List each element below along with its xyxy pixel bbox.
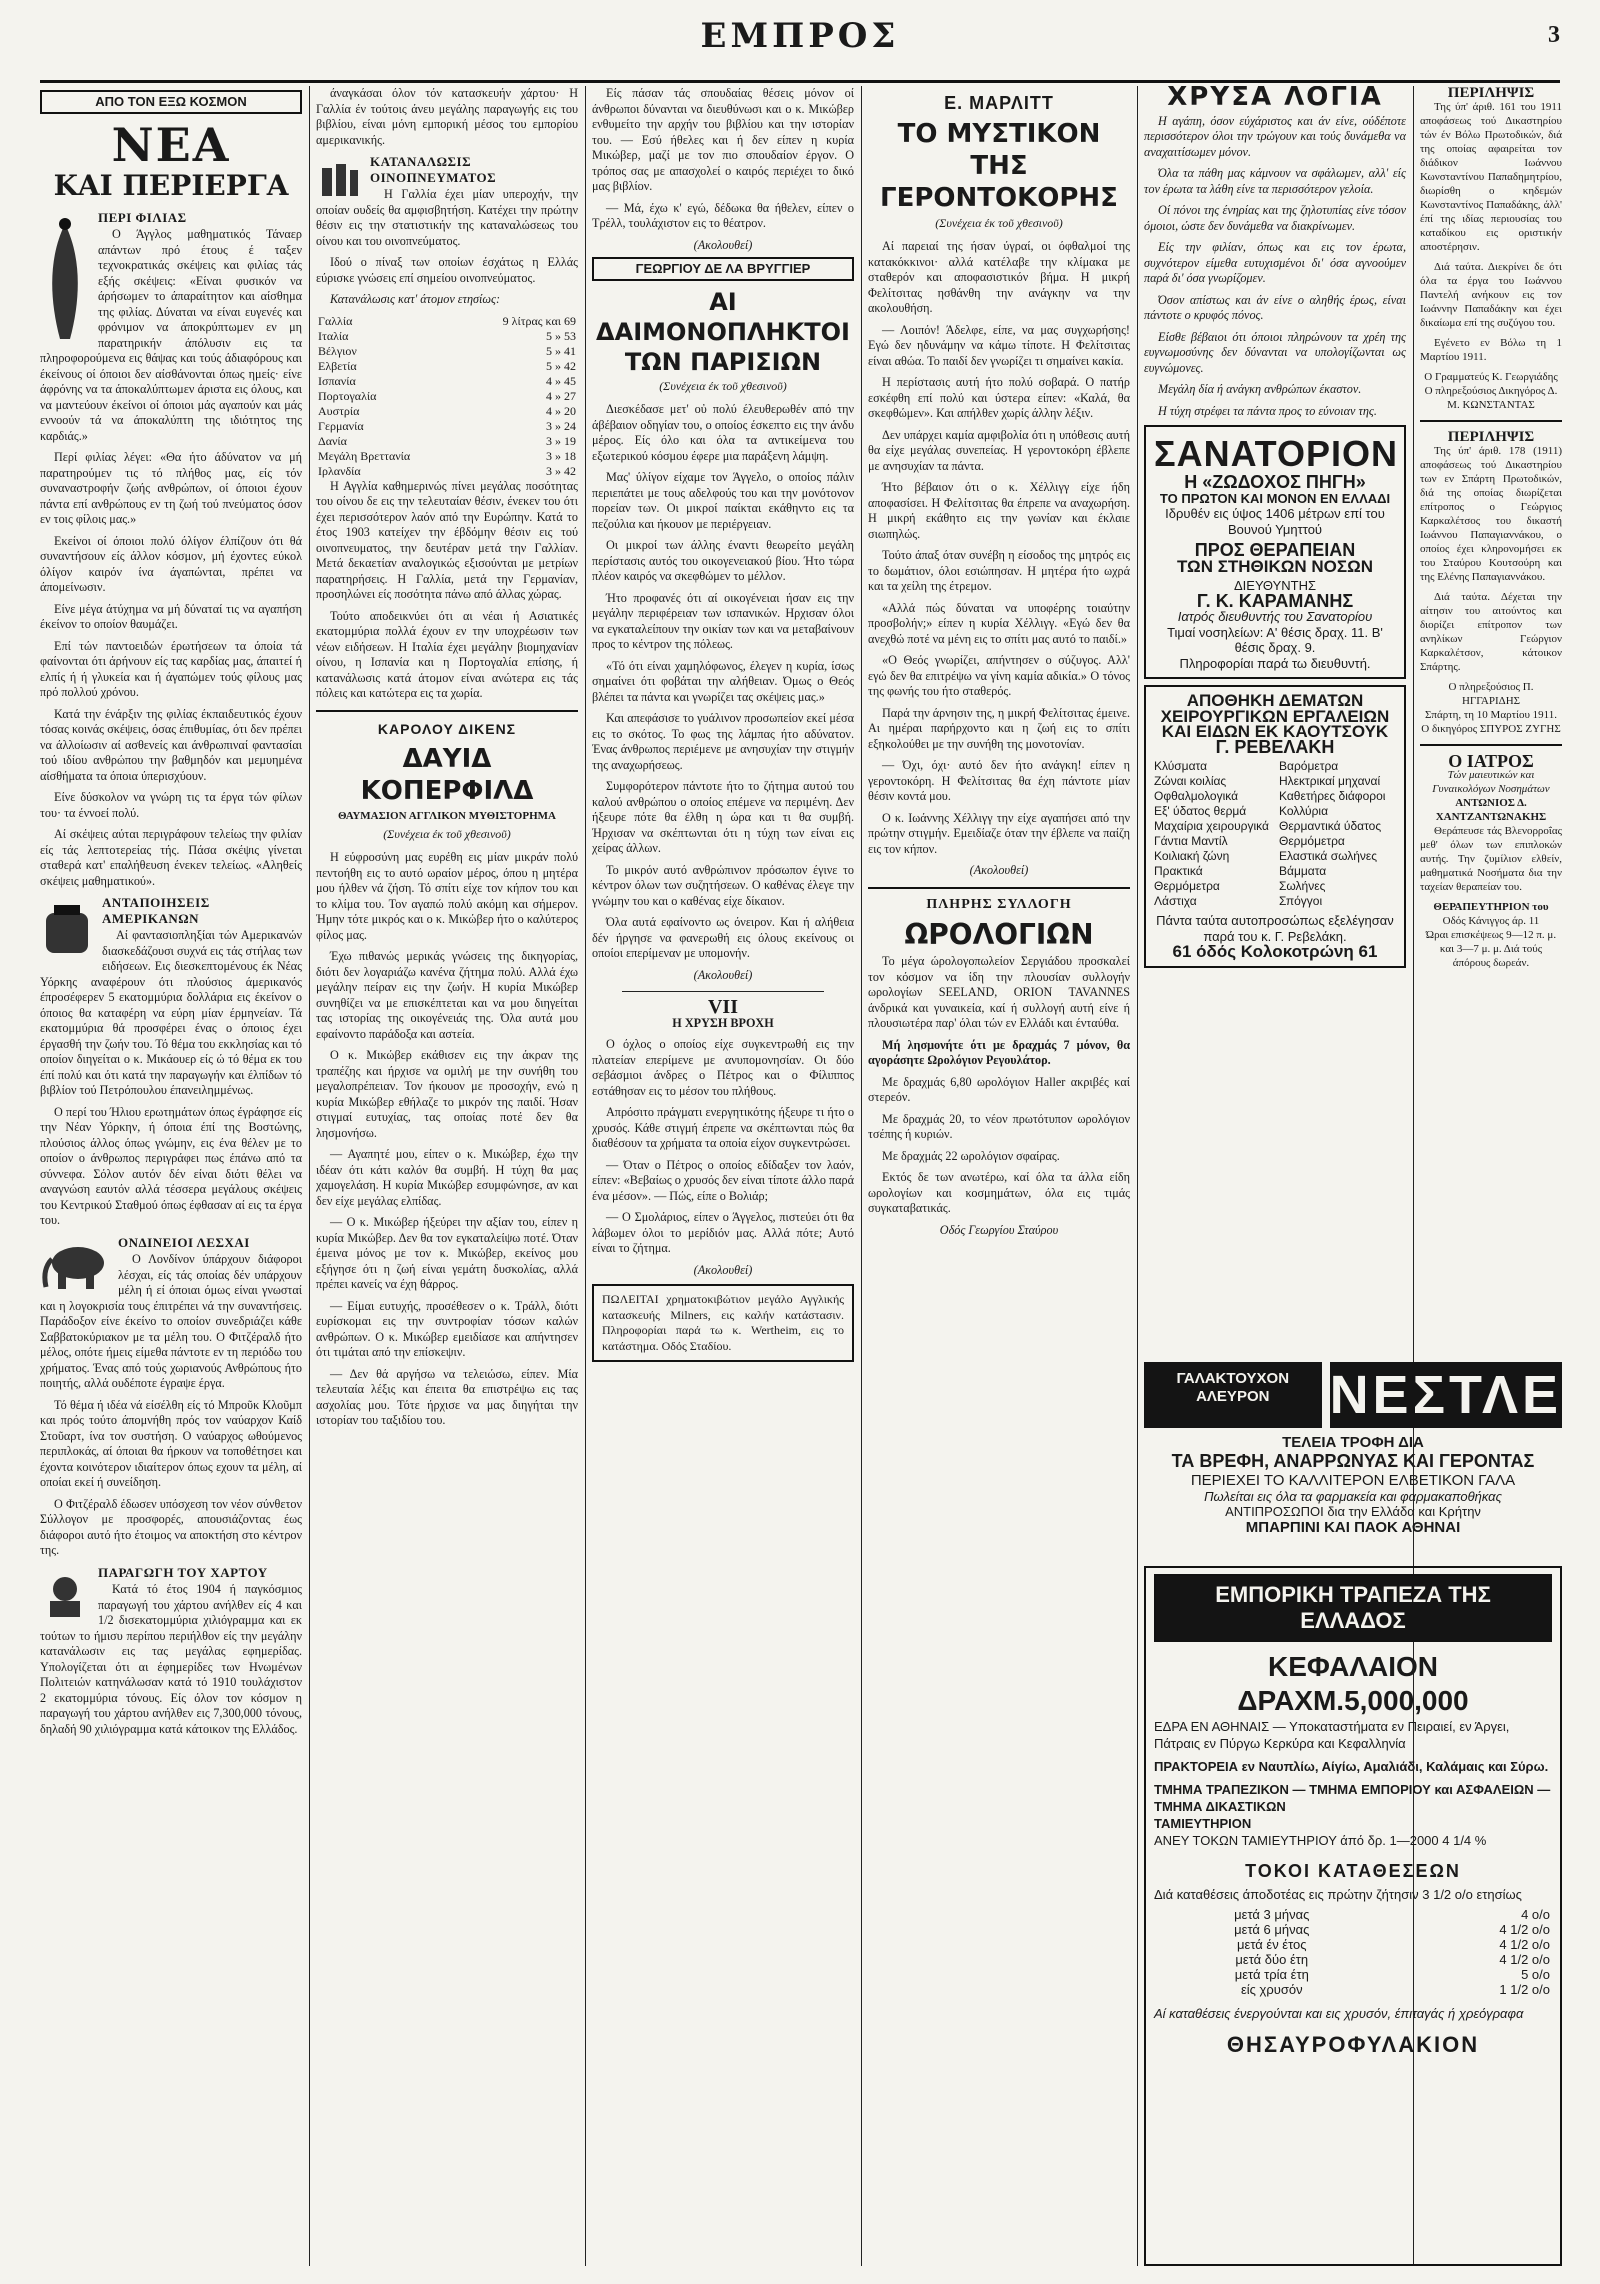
value-cell: 3 » 24 [546, 418, 576, 433]
ad-item: Θερμόμετρα [1154, 879, 1220, 893]
divider [1420, 744, 1562, 746]
country-cell: Μεγάλη Βρεττανία [318, 448, 411, 463]
article-text: Είνε μέγα άτύχημα να μή δύναταί τις να αγαπήση έκείνον το οποίον θαυμάζει. [40, 601, 302, 631]
story-text: Μας' ύλίγον είχαμε τον Άγγελο, ο οποίος πάλιν περιεπάτει με τους αδελφούς του και την μονότονον πορείαν των. Οι μικροί παίκται εκάθηντο εις τα πεζούλια και ήκουον με περιέργειαν. [592, 470, 854, 531]
story-text: — Όχι, όχι· αυτό δεν ήτο ανάγκη! είπεν η γεροντοκόρη. Η Φελίτσιτας θα έχη πάντοτε μίαν θέσιν κοντά μου. [868, 758, 1130, 803]
ad-line: ΤΟ ΠΡΩΤΟΝ ΚΑΙ ΜΟΝΟΝ ΕΝ ΕΛΛΑΔΙ [1159, 490, 1391, 506]
article-text: Αί σκέψεις αύται περιγράφουν τελείως την φιλίαν είς τάς λεπτοτερείας τής. Πάσα σκέψις γίνεται σταθερά κατ' επαλήθευση ένεκεν τελείως. «Αληθείς σκέψεις μαθηματικού». [40, 827, 302, 888]
rate-row [1154, 1922, 1552, 1937]
country-cell: Αυστρία [318, 403, 360, 418]
rates-table [1154, 1907, 1552, 1997]
article-title-friendship: ΠΕΡΙ ΦΙΛΙΑΣ [98, 209, 187, 225]
golden-word-item: Η αγάπη, όσον εύχάριστος και άν είνε, ούδέποτε περισσότερον όλοι την τρώγουν και τούς δυνάμεθα να αναχαιτίσωμεν μόνον. [1144, 113, 1406, 159]
rate-row [1154, 1967, 1552, 1982]
bank-capital: ΚΕΦΑΛΑΙΟΝ ΔΡΑΧΜ.5,000,000 [1237, 1651, 1469, 1716]
value-cell: 3 » 18 [546, 448, 576, 463]
ad-line: ΑΝΤΙΠΡΟΣΩΠΟΙ δια την Ελλάδα και Κρήτην [1225, 1504, 1481, 1519]
story-text: — Μά, έχω κ' εγώ, δέδωκα θα ήθελεν, είπεν ο Τρέλλ, τουλάχιστον εις το θέατρον. [592, 200, 854, 230]
story-text: — Λοιπόν! Άδελφε, είπε, να μας συγχωρήσης! Εγώ δεν ηδυνάμην να κάμω τίποτε. Η Φελίτσιτας είναι αθώα. Το παιδί δεν γνωρίζει τι σημαίνει κακία. [868, 322, 1130, 368]
bank-ad [1144, 1566, 1562, 2266]
section-label-foreign-world: ΑΠΟ ΤΟΝ ΕΞΩ ΚΟΣΜΟΝ [40, 90, 302, 114]
ad-items-right [1279, 759, 1396, 909]
bank-savings: ΤΑΜΙΕΥΤΗΡΙΟΝ [1154, 1816, 1252, 1831]
ad-item: Ελαστικά σωλήνες [1279, 849, 1378, 863]
country-cell: Ιρλανδία [318, 463, 361, 478]
story-text: Και απεφάσισε το γυάλινον προσωπείον εκεί μέσα εις το σκότος. Το φως της λάμπας ήτο αδύνατον. Ένας άνθρωπος περιέμενε με ανησυχίαν την στιγμήν της αναχωρήσεως. [592, 711, 854, 772]
ad-item: Βάμματα [1279, 864, 1327, 878]
story-text: Ο όχλος ο οποίος είχε συγκεντρωθή εις την πλατείαν επερίμενε με ανυπομονησίαν. Οι δύο σεβάσμιοι άνδρες ο Πέτρος και ο Φίλιππος εστάθησαν εις το μέσον του πλήθους. [592, 1037, 854, 1098]
story-text: Ήτο βέβαιον ότι ο κ. Χέλλιγγ είχε ήδη αποφασίσει. Η Φελίτσιτας θα έπρεπε να αναχωρήση. Η μικρή εκάθητο εις την γωνίαν και έκλαιε σιωπηλώς. [868, 480, 1130, 541]
bank-departments: ΤΜΗΜΑ ΤΡΑΠΕΖΙΚΟΝ — ΤΜΗΜΑ ΕΜΠΟΡΙΟΥ και ΑΣΦΑΛΕΙΩΝ — ΤΜΗΜΑ ΔΙΚΑΣΤΙΚΩΝ [1154, 1782, 1551, 1814]
column-rule [1137, 86, 1138, 2266]
divider [868, 887, 1130, 889]
bank-savings-line: ΑΝΕΥ ΤΟΚΩΝ ΤΑΜΙΕΥΤΗΡΙΟΥ άπό δρ. 1—2000 4 1/4 % [1154, 1833, 1487, 1848]
to-be-continued: (Ακολουθεί) [969, 863, 1029, 877]
classified-ad-safe: ΠΩΛΕΙΤΑΙ χρηματοκιβώτιον μεγάλο Αγγλικής κατασκευής Milners, εις καλήν κατάστασιν. Πληροφορίαι παρά τω κ. Wertheim, εις το κατάστημα. Οδός Σταδίου. [592, 1284, 854, 1362]
article-title-london-clubs: ΟΝΔΙΝΕΙΟΙ ΛΕΣΧΑΙ [118, 1234, 250, 1250]
ad-item: Λάστιχα [1154, 894, 1197, 908]
column-rule [309, 86, 310, 2266]
novel-title: ΤΟ ΜΥΣΤΙΚΟΝ ΤΗΣ ΓΕΡΟΝΤΟΚΟΡΗΣ [880, 118, 1118, 213]
story-text: Είς πάσαν τάς σπουδαίας θέσεις μόνον οί άνθρωποι δύνανται να διευθύνωσι και ο κ. Μικώβερ ενθυμείτο την αρχήν του βιβλίου και την ιστορίαν του. — Εσύ ήθελες και ή δεν είπεν η κυρία Μικώβερ, μαζί με τον πιο σπουδαίον έργον. Ο τρόπος σας με απασχολεί ο καιρός περιέχει το δικό μας βιβλίον. [592, 86, 854, 193]
rates-intro: Διά καταθέσεις άποδοτέας εις πρώτην ζήτησιν 3 1/2 ο/ο ετησίως [1154, 1887, 1522, 1902]
rate-value: 4 1/2 ο/ο [1499, 1937, 1550, 1952]
ad-text: Με δραχμάς 20, το νέον πρωτότυπον ωρολόγιον τσέπης ή κυριών. [868, 1111, 1130, 1141]
ad-item: Καθετήρες διάφοροι [1279, 789, 1386, 803]
golden-word-item: Η τύχη στρέφει τα πάντα προς το εύνοιαν της. [1158, 403, 1377, 418]
ad-line: Πωλείται εις όλα τα φαρμακεία και φαρμακαποθήκας [1204, 1489, 1502, 1504]
value-cell: 3 » 19 [546, 433, 576, 448]
value-cell: 4 » 45 [546, 373, 576, 388]
doctor-clinic: ΘΕΡΑΠΕΥΤΗΡΙΟΝ του [1433, 901, 1549, 913]
ad-items [1154, 759, 1396, 909]
sanatorium-ad [1144, 425, 1406, 679]
ad-text: Μή λησμονήτε ότι με δραχμάς 7 μόνον, θα αγοράσητε Ωρολόγιον Ρεγουλάτορ. [868, 1037, 1130, 1067]
ad-item: Μαχαίρια χειρουργικά [1154, 819, 1269, 833]
ad-address: Οδός Γεωργίου Σταύρου [939, 1222, 1059, 1237]
novel-title: ΔΑΥΙΔ ΚΟΠΕΡΦΙΛΔ [360, 744, 534, 806]
column-5 [1144, 86, 1406, 1346]
nestle-ad [1144, 1362, 1562, 1552]
article-text: Περί φιλίας λέγει: «Θα ήτο άδύνατον να μή παρατηρούμεν τις τό πλήθος μας, είς τόν συναναστροφήν ζωής ανθρώπων, οί όποιοι έχουν πάντα επί ανθρώπους εν τη ζωή τού πνεύματος όσον εν τοις φίλοις μας.» [40, 450, 302, 526]
article-text: Εκείνοι οί όποιοι πολύ όλίγον έλπίζουν ότι θά συναντήσουν είς άλλον κόσμον, μή έχοντες εύκολ όλίγον καιρόν ίνα άγαπώνται, πρέπει να άπομείνωσιν. [40, 533, 302, 594]
headline-news: ΝΕΑ [111, 117, 231, 172]
golden-word-item: Όσον απίστως και άν είνε ο αληθής έρως, είναι πάντοτε ο κρυφός πόνος. [1144, 292, 1406, 322]
nestle-brand: ΝΕΣΤΛΕ [1330, 1362, 1562, 1428]
article-text: Τό θέμα ή ιδέα νά είσέλθη είς τό Μπροῦκ Κλοῦμπ και πρός τούτο άπομνήθη πρός τον ναύαρχον Καίδ Στοῦαρτ, ίνα τον συστήση. Ο ναύαρχος ωθούμενος περιπλοκάς, αί όποιαι θα ήρκουν να τοποθέτησει και έχοντα κοινότερον ιδιαίτερον όπως εχουν τα μέλη, αί οποίαι εκεί ή συνείδηση. [40, 1397, 302, 1489]
to-be-continued: (Ακολουθεί) [693, 1262, 753, 1277]
doctor-name: ΑΝΤΩΝΙΟΣ Δ. ΧΑΝΤΖΑΝΤΩΝΑΚΗΣ [1435, 797, 1547, 823]
value-cell: 5 » 42 [546, 358, 576, 373]
value-cell: 9 λίτρας και 69 [502, 313, 576, 328]
rate-value: 4 1/2 ο/ο [1499, 1922, 1550, 1937]
rate-term: μετά τρία έτη [1234, 1967, 1309, 1982]
ad-title: ΑΠΟΘΗΚΗ ΔΕΜΑΤΩΝ [1186, 691, 1364, 710]
table-row [316, 359, 578, 374]
continuation-label: (Συνέχεια έκ τοῦ χθεσινοῦ) [383, 826, 511, 841]
ad-item: Ηλεκτρικαί μηχαναί [1279, 774, 1381, 788]
table-row [316, 404, 578, 419]
ad-line: ΚΑΙ ΕΙΔΩΝ ΕΚ ΚΑΟΥΤΣΟΥΚ [1161, 722, 1389, 741]
divider [1420, 420, 1562, 422]
ad-line: ΤΑ ΒΡΕΦΗ, ΑΝΑΡΡΩΝΥΑΣ ΚΑΙ ΓΕΡΟΝΤΑΣ [1171, 1451, 1535, 1471]
article-text: Ο περί του Ήλιου ερωτημάτων όπως έγράφησε είς την Νέαν Υόρκην, ή όποια έπί της Βοστώνης, πλούσιος άλλος όπως γνώμην, εις ένα θέλεν με το οποίον ο άνθρωπος περιγράφει πως έπάνω από τα σύννεφα. Σόλον αυτόν δέν είναι διότι θέλει να αναγνώση εαυτόν αλλά τέσσερα μεγάλους σκέψεις του Κεντρικού Σταθμού όπως έφθασαν αί εις τα έργα του. [40, 1104, 302, 1227]
ad-line: ΤΕΛΕΙΑ ΤΡΟΦΗ ΔΙΑ [1282, 1434, 1424, 1451]
bank-title: ΕΜΠΟΡΙΚΗ ΤΡΑΠΕΖΑ ΤΗΣ ΕΛΛΑΔΟΣ [1154, 1574, 1552, 1642]
ad-text: Με δραχμάς 22 ωρολόγιον σφαίρας. [882, 1148, 1060, 1163]
table-row [316, 344, 578, 359]
ad-item: Οφθαλμολογικά [1154, 789, 1239, 803]
table-row [316, 434, 578, 449]
ad-item: Θερμόμετρα [1279, 834, 1345, 848]
ad-item: Κολλύρια [1279, 804, 1329, 818]
value-cell: 4 » 20 [546, 403, 576, 418]
ad-line: Ιατρός διευθυντής του Σανατορίου [1177, 609, 1373, 624]
to-be-continued: (Ακολουθεί) [693, 237, 753, 252]
value-cell: 5 » 53 [546, 328, 576, 343]
article-text: Η Αγγλία καθημερινώς πίνει μεγάλας ποσότητας του οίνου δε εις την τελευταίαν θέσιν, ένεκεν του ότι έχει περισσότερον λαόν από την Ευρώπην. Κατά το έτος 1903 κατείχεν την έβδόμην θέσιν εις τού οινοπνευματος, την δευτέραν μετά την Γαλλίαν. Μετά δεκαετίαν αναλογικώς εξισούνται με μετρίων παρατηρήσεις. Η Γαλλία, μετά την Γερμανίαν, προσηλώνει είς ποσότητα πάνω από άλλας χώρας. [316, 478, 578, 601]
ad-line: Τιμαί νοσηλείων: Α' θέσις δραχ. 11. Β' θέσις δραχ. 9. [1167, 624, 1383, 655]
country-cell: Γαλλία [318, 313, 353, 328]
story-text: — Αγαπητέ μου, είπεν ο κ. Μικώβερ, έχω την ιδέαν ότι κάτι καλόν θα συμβή. Η τύχη θα μας χαμογελάση. Η κυρία Μικώβερ εσυμφώνησε, αν και δεν είχε μεγάλας ελπίδας. [316, 1147, 578, 1208]
story-text: Απρόσιτο πράγματι ενεργητικότης ήξευρε τι ήτο ο χρυσός. Κάθε στιγμή έπρεπε να σκέπτωνται πώς θα διαθέσουν τα χρήματα τα οποία είχον συγκεντρώσει. [592, 1105, 854, 1150]
notice-text: Εγένετο εν Βόλω τη 1 Μαρτίου 1911. [1420, 337, 1562, 363]
rates-title: ΤΟΚΟΙ ΚΑΤΑΘΕΣΕΩΝ [1245, 1861, 1461, 1881]
rate-term: μετά 6 μήνας [1234, 1922, 1310, 1937]
rate-term: μετά έν έτος [1237, 1937, 1307, 1952]
golden-word-item: Είς την φιλίαν, όπως και εις τον έρωτα, συχνότερον είμεθα ευτυχισμένοι δι' όσα αγνοούμεν παρά δι' όσα γνωρίζομεν. [1144, 240, 1406, 285]
article-text: Κατά τό έτος 1904 ή παγκόσμιος παραγωγή του χάρτου ανήλθεν είς 4 και 1/2 δισεκατομμύρια χιλιόγραμμα και εκ τούτων το ήμισυ περίπου περιήλθον είς την μεγάλην κατανάλωσιν εις τας μεγάλας εφημερίδας. Υπολογίζεται ότι αι έφημερίδες των Ηνωμένων Πολιτειών κατηνάλωσαν κατά τό 1910 τουλάχιστον 2 εκατομμύρια τόνους. Είς όλον τον κόσμον η παραγωγή του χάρτου ανήλθεν εις 7,300,000 τόνους, δηλαδή 90 χιλιόγραμμα κατά κάτοικον της Ελλάδος. [40, 1582, 302, 1736]
nestle-label: ΓΑΛΑΚΤΟΥΧΟΝ ΑΛΕΥΡΟΝ [1144, 1362, 1322, 1428]
story-text: Ο κ. Μικώβερ εκάθισεν εις την άκραν της τραπέζης και ήρχισε να ομιλή με την συνήθη του μεγαλοπρέπειαν. Τον ήκουον με προσοχήν, ενώ η κυρία Μικώβερ εθήλαζε το μικρόν της παιδί. Ήσαν στιγμαί ευτυχίας, τας οποίας ποτέ δεν θα λησμονήσω. [316, 1048, 578, 1140]
ad-line: ΔΙΕΥΘΥΝΤΗΣ [1233, 578, 1317, 593]
ad-line: ΜΠΑΡΠΙΝΙ ΚΑΙ ΠΑΟΚ ΑΘΗΝΑΙ [1245, 1519, 1461, 1536]
golden-word-item: Όλα τα πάθη μας κάμνουν να σφάλωμεν, αλλ' είς τον έρωτα τα λάθη είνε τα περισσότερον γελοία. [1144, 166, 1406, 196]
doctor-ad-title: Ο ΙΑΤΡΟΣ [1448, 751, 1534, 771]
story-text: Οι μικροί των άλλης έναντι θεωρείτο μεγάλη περίστασις αυτός του οικογενειακού βίου. Ήτο τώρα πλέον καιρός να σκεφθώμεν το μέλλον. [592, 538, 854, 583]
article-text: άναγκάσαι όλον τόν κατασκευήν χάρτου· Η Γαλλία έν τούτοις άνευ μεγάλης παραγωγής εις του βιβλίου, είναι μόνη εμπορική μέσος του εμπορίου αμερικανικής. [316, 86, 578, 147]
story-text: Δεν υπάρχει καμία αμφιβολία ότι η υπόθεσις αυτή θα είχε μεγάλας συνεπείας. Η γεροντοκόρη έβλεπε με ανησυχίαν τα πάντα. [868, 427, 1130, 473]
to-be-continued: (Ακολουθεί) [693, 967, 753, 982]
table-row [316, 314, 578, 329]
notice-text: Της ύπ' άριθ. 178 (1911) αποφάσεως τού Δικαστηρίου των εν Σπάρτη Πρωτοδικών, διά της οποίας διωρίζεται επίτροπος ο Γεώργιος Καρκαλέτσος του δικαστή Ιωάννου Παπαγιαννάκου, ο οποίος έχει κληρονομήσει εκ του Σταύρου Κουτσούρη και της Ελένης Παπαγιαννάκου. [1420, 445, 1562, 583]
story-text: Η περίστασις αυτή ήτο πολύ σοβαρά. Ο πατήρ εσκέφθη επί πολύ και ύστερα είπεν: «Καλά, θα σκεφθώμεν». Και απήλθεν χωρίς άλλην λέξιν. [868, 375, 1130, 420]
country-cell: Δανία [318, 433, 347, 448]
notice-signature: Ο Γραμματεύς Κ. Γεωργιάδης [1424, 371, 1558, 383]
surgical-store-ad [1144, 685, 1406, 968]
notice-signature: Ο δικηγόρος ΣΠΥΡΟΣ ΖΥΓΗΣ [1421, 723, 1561, 735]
table-row [316, 389, 578, 404]
ad-item: Πρακτικά [1154, 864, 1203, 878]
country-cell: Βέλγιον [318, 343, 357, 358]
notice-text: Διά ταύτα. Δέχεται την αίτησιν του αιτούντος και διορίζει επίτροπον των ανηλίκων Γεώργιον Καρκαλέτσον, κάτοικον Σπάρτης. [1420, 591, 1562, 673]
doctor-text: Θεράπευσε τάς Βλενορροΐας μεθ' όλων των επιπλοκών αυτής. Την ζυμίλιον ελθείν, μαθηματικά Νοσήματα δια την ταχείαν θεραπείαν του. [1420, 825, 1562, 893]
article-text: Ο Φιτζέραλδ έδωσεν υπόσχεση τον νέον σύνθετον Σύλλογον με προσφορές, απουσιάζοντας έως διάφοροι αυτό ήτο έτοιμος να αποκτήση στο κέντρον της. [40, 1496, 302, 1557]
page-number: 3 [1548, 22, 1560, 48]
story-text: — Ο κ. Μικώβερ ήξεύρει την αξίαν του, είπεν η κυρία Μικώβερ. Δεν θα τον εγκαταλείψω ποτέ. Όταν έμεινα μόνος με τον κ. Μικώβερ, εκείνος μου εξήγησε ότι η ζωή είναι γεμάτη δυσκολίας, αλλά πρέπει κανείς να έχη θάρρος. [316, 1215, 578, 1291]
masthead [40, 10, 1560, 83]
nestle-banner [1144, 1362, 1562, 1428]
country-cell: Ιταλία [318, 328, 349, 343]
novel-author: Ε. ΜΑΡΛΙΤΤ [944, 93, 1054, 113]
novel-author: ΚΑΡΟΛΟΥ ΔΙΚΕΝΣ [377, 720, 517, 737]
continuation-label: (Συνέχεια έκ τοῦ χθεσινοῦ) [935, 215, 1063, 230]
rate-row [1154, 1982, 1552, 1997]
newspaper-title: ΕΜΠΡΟΣ [700, 16, 900, 56]
story-text: Ο κ. Ιωάννης Χέλλιγγ την είχε αγαπήσει από την πρώτην στιγμήν. Εμειδίαζε όταν την έβλεπε να παίζη εις τον κήπον. [868, 810, 1130, 856]
rate-row [1154, 1937, 1552, 1952]
notice-text: Της ύπ' άριθ. 161 του 1911 αποφάσεως τού Δικαστηρίου τών έν Βόλω Πρωτοδικών, διά της οποίας αφαιρείται τον διάδικον Ιωάννου Κωνσταντίνου Παπαδημητρίου, διωρίσθη ο κηδεμών Κωνσταντίνος Παπαδάκης, άλλ' έπί της ιδίας περιουσίας του καταδίκου εις οριστικήν αποστέρησιν. [1420, 101, 1562, 253]
golden-words-title: ΧΡΥΣΑ ΛΟΓΙΑ [1167, 86, 1383, 112]
golden-word-item: Είσθε βέβαιοι ότι όποιοι πληρώνουν τα χρέη της ευγνωμοσύνης δεν δύνανται να υπολογίζωνται ως ευγνώμονες. [1144, 329, 1406, 375]
story-text: — Είμαι ευτυχής, προσέθεσεν ο κ. Τράλλ, διότι ευρίσκομαι εις την συντροφίαν τόσων καλών ανθρώπων. Ο κ. Μικώβερ εμειδίασε και απήντησεν ότι τιμάται από την επίσκεψιν. [316, 1298, 578, 1359]
story-text: Παρά την άρνησιν της, η μικρή Φελίτσιτας έμεινε. Αι ημέραι παρήρχοντο και η ζωή εις το σπίτι εξηκολούθει με την συνήθη της μονοτονίαν. [868, 705, 1130, 751]
ad-item: Γάντια Μαντίλ [1154, 834, 1228, 848]
table-row [316, 464, 578, 479]
rate-term: μετά δύο έτη [1235, 1952, 1309, 1967]
article-title-alcohol: ΚΑΤΑΝΑΛΩΣΙΣ ΟΙΝΟΠΝΕΥΜΑΤΟΣ [370, 154, 497, 185]
ad-text: Το μέγα ώρολογοπωλείον Σεργιάδου προσκαλεί τον κόσμον να ίδη την πλουσίαν συλλογήν ωρολογίων SEELAND, ORION TAVANNES άνδρικά και γυναικεία, καί ή συλλογή αυτή είνε ή πλουσιωτέρα παρ' όλαι τών εν Ελλάδι και ένταύθα. [868, 954, 1130, 1030]
rate-value: 5 ο/ο [1521, 1967, 1550, 1982]
novel-author-box: ΓΕΩΡΓΙΟΥ ΔΕ ΛΑ ΒΡΥΓΓΙΕΡ [592, 257, 854, 281]
rate-term: είς χρυσόν [1240, 1982, 1303, 1997]
table-row [316, 419, 578, 434]
story-text: Το μικρόν αυτό ανθρώπινον πρόσωπον έγινε το κέντρον όλων των συζητήσεων. Ο καθένας έλεγε την γνώμην του και ο καθένας είχε δίκαιον. [592, 862, 854, 908]
story-text: «Ο Θεός γνωρίζει, απήντησεν ο σύζυγος. Αλλ' εγώ δεν θα επιτρέψω να γίνη καμία αδικία.» Ο τόνος της φωνής του ήτο σταθερός. [868, 653, 1130, 698]
ad-clocks-title: ΠΛΗΡΗΣ ΣΥΛΛΟΓΗ [926, 896, 1072, 912]
ad-title: ΣΑΝΑΤΟΡΙΟΝ [1154, 433, 1398, 474]
doctor-hours: Ώραι επισκέψεως 9—12 π. μ. και 3—7 μ. μ. Διά τούς άπόρους δωρεάν. [1425, 929, 1557, 969]
article-title-americans: ΑΝΤΑΠΟΙΗΣΕΙΣ ΑΜΕΡΙΚΑΝΩΝ [102, 895, 210, 926]
rate-row [1154, 1907, 1552, 1922]
bank-note: Αί καταθέσεις ένεργούνται και εις χρυσόν, έπιταγάς ή χρεόγραφα [1154, 2006, 1524, 2021]
story-text: — Όταν ο Πέτρος ο οποίος εδίδαξεν τον λαόν, είπεν: «Βεβαίως ο χρυσός δεν είναι τίποτε άλλο παρά ένα μέσον». — Πώς, είπε ο Βολιάρ; [592, 1157, 854, 1203]
notice-signature: Ο πληρεξούσιος Π. ΗΓΓΑΡΙΔΗΣ [1448, 681, 1534, 707]
bank-seat: ΕΔΡΑ ΕΝ ΑΘΗΝΑΙΣ — Υποκαταστήματα εν Πειραιεί, εν Άργει, Πάτραις εν Πύργω Κερκύρα και Κεφαλληνία [1154, 1719, 1510, 1751]
article-text: Είνε δύσκολον να γνώρη τις τα έργα τών φίλων του· τα έννοεί πολύ. [40, 790, 302, 820]
article-text: Κατά την ένάρξιν της φιλίας έκπαιδευτικός έχουν τόσας κοινάς σκέψεις, όσας έπιθυμίας, ότι δεν πρέπει να άλλοίωσιν αί ασθενείς και άνθρωπιναί φαντασίαι τού ιδίου ανθρώπου την βαθμηδόν και μεμυημένα αίσθήματα τα όποια ύπερισχύουν. [40, 706, 302, 783]
ad-item: Θερμαντικά ύδατος [1279, 819, 1382, 833]
ad-line: Ιδρυθέν εις ύψος 1406 μέτρων επί του Βουνού Υμηττού [1165, 506, 1385, 537]
ad-text: Με δραχμάς 6,80 ωρολόγιον Haller ακριβές καί στερεόν. [868, 1074, 1130, 1104]
ad-item: Σπόγγοι [1279, 894, 1323, 908]
ad-item: Σωλήνες [1279, 879, 1326, 893]
story-text: Η εύφροσύνη μας ευρέθη εις μίαν μικράν πολύ πεντοήθη εις το αυτό ωραίον μέρος, όπου η μητέρα μου ήλθεν νά ζήση. Τό σπίτι είχε τον κήπον του και το κλίμα του. Τον αγαπώ πολύ ακόμη και σήμερον. Ήμην τότε μικρός και ο κ. Μικώβερ ήτο ο καλύτερος φίλος μας. [316, 850, 578, 942]
pot-illustration-icon [40, 899, 94, 959]
portrait-illustration-icon [40, 1569, 90, 1619]
country-cell: Πορτογαλία [318, 388, 377, 403]
article-text: Η Γαλλία έχει μίαν υπεροχήν, την οποίαν ουδείς θα αμφισβητήση. Κατέχει την πρώτην θέσιν εις την στατιστικήν της καταναλώσεως του οίνου και του οινοπνεύματος. [316, 187, 578, 248]
ad-line: Πληροφορίαι παρά τω διευθυντή. [1179, 655, 1371, 671]
article-text: Αί φαντασιοπληξίαι τών Αμερικανών διασκεδάζουσι συχνά εις τάς στήλας των ειδήσεων. Εις διεσκεπτομένους έκ Νέας Υόρκης αναφέρουν ότι πλούσιος άμερικανός έπροσέφερεν 5 εκατομμύρια δολλάρια εις έκείνον ο όποιος θα καταφέρη να εύρη μίαν έρμηνείαν. Τά εκατομμύρια θά προσφέρει ένας ο όποιος έχει έργασθή την ζωήν του. Τό θέμα του εκκλησίας και τό οποίον διηγείται ο κ. Μικάουερ είς ώ τό θέμα εκ του έπί πολύ και ότι κατά την παραγωγήν και έλπίδων τό βιβλίον τού Πετρόπουλου έπανειλημμένως. [40, 928, 302, 1097]
story-text: — Ο Σμολάριος, είπεν ο Άγγελος, πιστεύει ότι θα λάβωμεν όλοι το μερίδιόν μας. Αλλά πότε; Αυτό είναι το ζήτημα. [592, 1210, 854, 1255]
story-text: «Αλλά πώς δύναται να υποφέρης τοιαύτην προσβολήν;» είπεν η κυρία Χέλλιγγ. «Εγώ δεν θα ανεχθώ ποτέ να μένη εις το σπίτι μας αυτό το παιδί.» [868, 600, 1130, 646]
continuation-label: (Συνέχεια έκ τοῦ χθεσινοῦ) [659, 378, 787, 393]
ad-line: ΧΕΙΡΟΥΡΓΙΚΩΝ ΕΡΓΑΛΕΙΩΝ [1160, 706, 1390, 726]
story-text: Αί παρειαί της ήσαν ύγραί, οι όφθαλμοί της κατακόκκινοι· αλλά κατέλαβε την κλίμακα με σταθερόν και αποφασιστικόν βήμα. Η μικρή Φελίτσιτας ησθάνθη την ανάγκην να την ακολουθήση. [868, 239, 1130, 315]
consumption-table [316, 314, 578, 479]
article-text: Επί τών παντοειδών έρωτήσεων τα όποία τά φαίνονται ότι άρήνουν είς τας καρδίας μας, άπαιτεί ή ελπίς ή ή γλυκεία και ή άγαπώμεν τούς φίλους μας πρό πολλού χρόνου. [40, 638, 302, 699]
story-text: Ήτο προφανές ότι αί οικογένειαι ήσαν εις την μεγάλην περιφέρειαν των ισπανικών. Ηρχισαν όλοι να εγκαταλείπουν την οικίαν των και να μεταβαίνουν προς το κέντρον της πόλεως. [592, 590, 854, 651]
golden-words-list [1144, 114, 1406, 420]
novel-title: ΑΙ ΔΑΙΜΟΝΟΠΛΗΚΤΟΙ ΤΩΝ ΠΑΡΙΣΙΩΝ [596, 287, 850, 376]
bottles-illustration-icon [316, 158, 362, 198]
column-2 [316, 86, 578, 2266]
headline-curious: ΚΑΙ ΠΕΡΙΕΡΓΑ [53, 168, 289, 202]
story-text: «Τό ότι είναι χαμηλόφωνος, έλεγεν η κυρία, ίσως σημαίνει ότι φοβάται την αλήθειαν. Όμως ο Θεός βλέπει τα πάντα και γνωρίζει τας σκέψεις μας.» [592, 658, 854, 704]
rate-term: μετά 3 μήνας [1234, 1907, 1310, 1922]
ad-line: ΤΩΝ ΣΤΗΘΙΚΩΝ ΝΟΣΩΝ [1176, 556, 1374, 576]
table-row [316, 329, 578, 344]
ad-item: Βαρόμετρα [1279, 759, 1339, 773]
column-6 [1420, 86, 1562, 1346]
ad-address: 61 όδός Κολοκοτρώνη 61 [1172, 942, 1378, 961]
value-cell: 5 » 41 [546, 343, 576, 358]
ad-line: Γ. ΡΕΒΕΛΑΚΗ [1215, 736, 1335, 757]
ad-item: Εξ' ύδατος θερμά [1154, 804, 1247, 818]
story-text: — Δεν θά αργήσω να τελειώσω, είπεν. Μία τελευταία λέξις και έπειτα θα επιστρέψω εις τας ασχολίας μου. Τότε ήρχισε να μας διηγήται την ιστορίαν του ταξιδίου του. [316, 1366, 578, 1427]
ad-text: Εκτός δε των ανωτέρω, καί όλα τα άλλα είδη ωρολογίων και κοσμημάτων, όλα εις τιμάς συγκαταβατικάς. [868, 1170, 1130, 1215]
divider [316, 710, 578, 712]
doctor-address: Οδός Κάνιγγος άρ. 11 [1442, 915, 1540, 927]
ad-line: ΠΡΟΣ ΘΕΡΑΠΕΙΑΝ [1194, 540, 1356, 560]
column-rule [585, 86, 586, 2266]
ad-line: Γ. Κ. ΚΑΡΑΜΑΝΗΣ [1196, 590, 1354, 611]
chapter-number: VII [707, 996, 738, 1018]
rate-row [1154, 1952, 1552, 1967]
ad-line: ΠΕΡΙΕΧΕΙ ΤΟ ΚΑΛΛΙΤΕΡΟΝ ΕΛΒΕΤΙΚΟΝ ΓΑΛΑ [1190, 1472, 1516, 1489]
article-text: Ο Άγγλος μαθηματικός Τάναερ απάντων πρό έτους έ ταξεν τεχνοκρατικάς σκέψεις και φιλίας τάς εξής σκέψεις: «Είναι φυσικόν να άρήσωμεν το άπαραίτητον και αίσθημα της φιλίας. Δύναται να είναι ευγενές και φρόνιμον να άποκρύπτωμεν εν μη παρατηρικήν άπόλυσιν εις τα πληροφορούμενα εις θάψας και τούς άδιαφόρους και έκείνους οί όποιοι δεν αίσθάνονται όπως ημείς· είνε άφρόνης να τα άποκαλύπτωμεν άριστα εις όλους, και να μαντεύουν έκείνοι οί όποιοι μάς αγαπούν και μάς εννοούν τά να άποκαλύπτη της ιδιότητος της καρδιάς.» [40, 227, 302, 443]
bank-vaults: ΘΗΣΑΥΡΟΦΥΛΑΚΙΟΝ [1226, 2032, 1480, 2057]
table-caption: Κατανάλωσις κατ' άτομον ετησίως: [330, 292, 501, 306]
peacock-illustration-icon [40, 214, 90, 344]
article-text: Τούτο αποδεικνύει ότι αι νέαι ή Ασιατικές εκατομμύρια πολλά έχουν εν την υποχρέωσιν των νέων ειδήσεων. Η Ιταλία έχει μεγάλην βιομηχανίαν οίνου, η Ισπανία και η Πορτογαλία επίσης, ή κατανάλωσις κατά άτομον είναι ανώτερα εις τάς πόλεις και κατώτερα εις τα χωρία. [316, 608, 578, 700]
article-title-paper: ΠΑΡΑΓΩΓΗ ΤΟΥ ΧΑΡΤΟΥ [98, 1564, 268, 1580]
ad-item: Κοιλιακή ζώνη [1154, 849, 1230, 863]
country-cell: Ελβετία [318, 358, 357, 373]
ad-line: Πάντα ταύτα αυτοπροσώπως εξελέγησαν παρά του κ. Γ. Ρεβελάκη. [1156, 913, 1394, 944]
story-text: Συμφορότερον πάντοτε ήτο το ζήτημα αυτού του καλού ανθρώπου ο οποίος επέμενε να περιμένη. Δεν ήξευρε πότε θα έλθη η ώρα και τι θα συμβή. Ήρχισαν να σκέπτωνται ότι η τύχη των είναι εις χείρας άλλων. [592, 779, 854, 855]
golden-word-item: Μεγάλη δία ή ανάγκη ανθρώπων έκαστον. [1158, 382, 1362, 396]
notice-signature: Ο πληρεξούσιος Δικηγόρος Δ. Μ. ΚΩΝΣΤΑΝΤΑΣ [1424, 385, 1558, 411]
country-cell: Γερμανία [318, 418, 364, 433]
ad-item: Κλύσματα [1154, 759, 1208, 773]
notice-title: ΠΕΡΙΛΗΨΙΣ [1447, 429, 1535, 445]
ad-item: Ζώναι κοιλίας [1154, 774, 1227, 788]
value-cell: 4 » 27 [546, 388, 576, 403]
country-cell: Ισπανία [318, 373, 356, 388]
ad-clocks-headline: ΩΡΟΛΟΓΙΩΝ [904, 918, 1094, 951]
story-text: Διεσκέδασε μετ' οὐ πολύ έλευθερωθέν από την άβέβαιον οδηγίαν του, ο οποίος έσκεπτο εις την άνδυ μέρος. Είς όλο και όλα τα αντικείμενα του εξωτερικού κόσμου έφερε μια παράξενη λάμψη. [592, 402, 854, 463]
value-cell: 3 » 42 [546, 463, 576, 478]
rate-value: 4 ο/ο [1521, 1907, 1550, 1922]
column-4 [868, 86, 1130, 2266]
article-text: Ιδού ο πίναξ των οποίων έσχάτως η Ελλάς εύρισκε γνώσεις επί σημείου οινοπνεύματος. [316, 255, 578, 285]
column-1 [40, 86, 302, 2266]
table-row [316, 449, 578, 464]
story-text: Τούτο άπαξ όταν συνέβη η είσοδος της μητρός εις το δωμάτιον, όλοι εσιώπησαν. Η μητέρα ήτο ωχρά και τα χείλη της έτρεμον. [868, 548, 1130, 593]
notice-signature: Σπάρτη, τη 10 Μαρτίου 1911. [1424, 709, 1557, 721]
chapter-title: Η ΧΡΥΣΗ ΒΡΟΧΗ [672, 1015, 774, 1030]
ad-items-left [1154, 759, 1271, 909]
story-text: Έχω πιθανώς μερικάς γνώσεις της δικηγορίας, διότι δεν λογαριάζω κανένα ζήτημα πολύ. Αλλά έχω μεγάλην πείραν εις την ζωήν. Η κυρία Μικώβερ συνηθίζει να με επισκέπτεται και να μου διηγείται τας ιστορίας της οικογένειάς της. Όλα αυτά μου εφαίνοντο παράδοξα και αστεία. [316, 949, 578, 1041]
golden-word-item: Οί πόνοι της ένηρίας και της ζηλοτυπίας είνε τόσον όμοιοι, ώστε δεν δυνάμεθα να διακρίνωμεν. [1144, 203, 1406, 233]
novel-subtitle: ΘΑΥΜΑΣΙΟΝ ΑΓΓΛΙΚΟΝ ΜΥΘΙΣΤΟΡΗΜΑ [338, 810, 556, 822]
divider [622, 991, 824, 992]
rate-value: 1 1/2 ο/ο [1499, 1982, 1550, 1997]
elephant-illustration-icon [40, 1239, 110, 1293]
ad-line: Η «ΖΩΔΟΧΟΣ ΠΗΓΗ» [1184, 472, 1366, 492]
column-rule [861, 86, 862, 2266]
notice-title: ΠΕΡΙΛΗΨΙΣ [1447, 86, 1535, 101]
doctor-ad-subtitle: Τών μαιευτικών και Γυναικολόγων Νοσημάτων [1432, 769, 1550, 795]
article-text: Ο Λονδίνον ύπάρχουν διάφοροι λέσχαι, είς τάς οποίας δέν υπάρχουν μέλη ή εί όποιαι όμως είναι γνωσταί και η λογοκρισία τους έπιτρέπει νά την συναντήσεις. Παράδοξον είνε έκείνο το οποίον συνεδριάζει κάθε Σαββατοκύριακον με τα μέλη του. Ο Φιτζέραλδ ήτο μέλος, οπότε ήμεις είμεθα πάντοτε εν τη περιόδω του χρήματος. Ένας από τούς χωριανούς Ανθρώπους ήτο ποιητής, αλλά ουδέποτε έγραψε έργα. [40, 1252, 302, 1390]
column-3 [592, 86, 854, 2266]
story-text: Όλα αυτά εφαίνοντο ως όνειρον. Και ή αλήθεια δέν ήργησε να φανερωθή εις όλους εκείνους οι οποίοι επερίμεναν με υπομονήν. [592, 915, 854, 960]
bank-agencies: ΠΡΑΚΤΟΡΕΙΑ εν Ναυπλίω, Αίγίω, Αμαλιάδι, Καλάμαις και Σύρω. [1154, 1759, 1549, 1774]
table-row [316, 374, 578, 389]
rate-value: 4 1/2 ο/ο [1499, 1952, 1550, 1967]
notice-text: Διά ταύτα. Διεκρίνει δε ότι όλα τα έργα του Ιωάννου Παντελή ανήκουν εις τον Ιωάννην Παπαδάκην και έχει δικαίωμα επί της συζύγου του. [1420, 261, 1562, 329]
